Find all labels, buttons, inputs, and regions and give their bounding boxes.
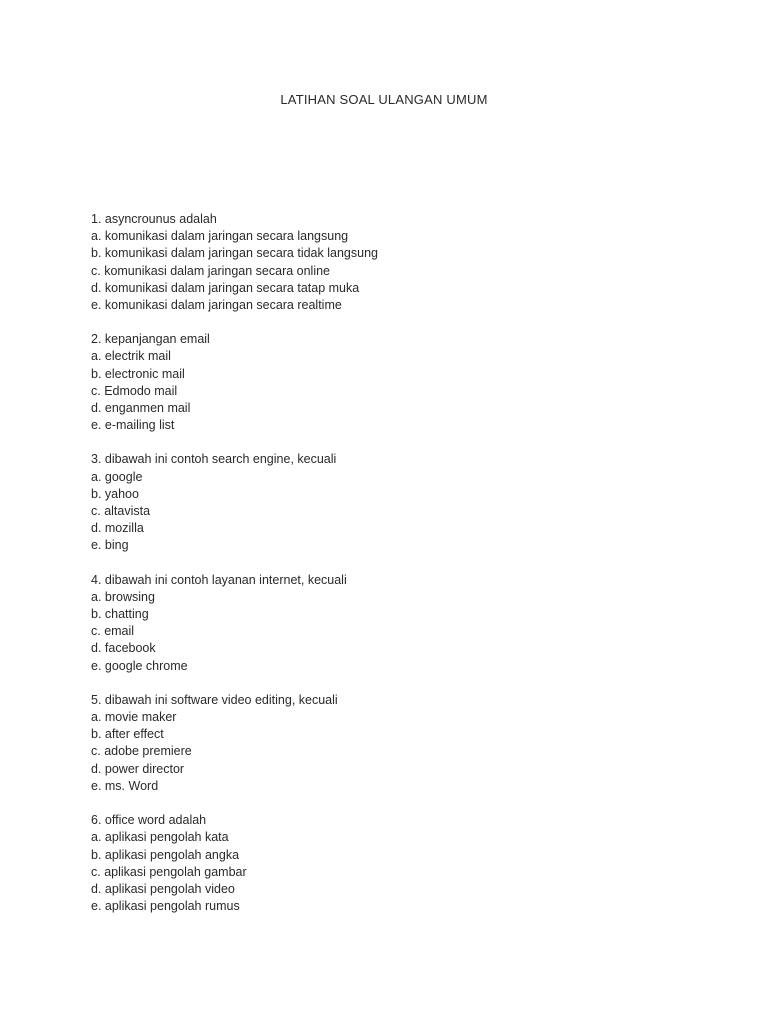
option-b: b. after effect [91,727,164,742]
option-a: a. komunikasi dalam jaringan secara langsung [91,229,349,244]
question-3 [91,451,691,554]
option-a: a. movie maker [91,710,177,725]
option-c: c. komunikasi dalam jaringan secara online [91,263,331,278]
option-c: c. aplikasi pengolah gambar [91,864,247,879]
option-e: e. ms. Word [91,778,159,793]
option-a: a. electrik mail [91,349,171,364]
option-b: b. yahoo [91,486,139,501]
question-4 [91,572,691,675]
question-text: 6. office word adalah [91,813,207,828]
option-e: e. komunikasi dalam jaringan secara realtime [91,298,342,313]
option-b: b. aplikasi pengolah angka [91,847,240,862]
option-a: a. aplikasi pengolah kata [91,830,229,845]
option-b: b. chatting [91,607,149,622]
option-d: d. komunikasi dalam jaringan secara tatap muka [91,280,360,295]
question-6 [91,812,691,915]
option-c: c. altavista [91,504,151,519]
option-b: b. komunikasi dalam jaringan secara tidak langsung [91,246,378,261]
option-c: c. Edmodo mail [91,383,178,398]
question-text: 4. dibawah ini contoh layanan internet, kecuali [91,572,347,587]
option-c: c. adobe premiere [91,744,192,759]
option-e: e. aplikasi pengolah rumus [91,899,240,914]
question-list [91,211,691,932]
option-d: d. power director [91,761,185,776]
option-d: d. aplikasi pengolah video [91,881,235,896]
option-d: d. enganmen mail [91,401,191,416]
option-e: e. bing [91,538,129,553]
option-a: a. google [91,469,143,484]
option-c: c. email [91,624,135,639]
question-text: 3. dibawah ini contoh search engine, kecuali [91,452,337,467]
question-text: 2. kepanjangan email [91,332,210,347]
document-title: LATIHAN SOAL ULANGAN UMUM [280,92,488,107]
option-d: d. mozilla [91,521,144,536]
option-d: d. facebook [91,641,156,656]
question-5 [91,692,691,795]
question-1 [91,211,691,314]
option-b: b. electronic mail [91,366,185,381]
question-text: 1. asyncrounus adalah [91,212,217,226]
question-text: 5. dibawah ini software video editing, kecuali [91,692,338,707]
option-e: e. e-mailing list [91,418,175,433]
question-2 [91,331,691,434]
option-e: e. google chrome [91,658,188,673]
option-a: a. browsing [91,589,155,604]
